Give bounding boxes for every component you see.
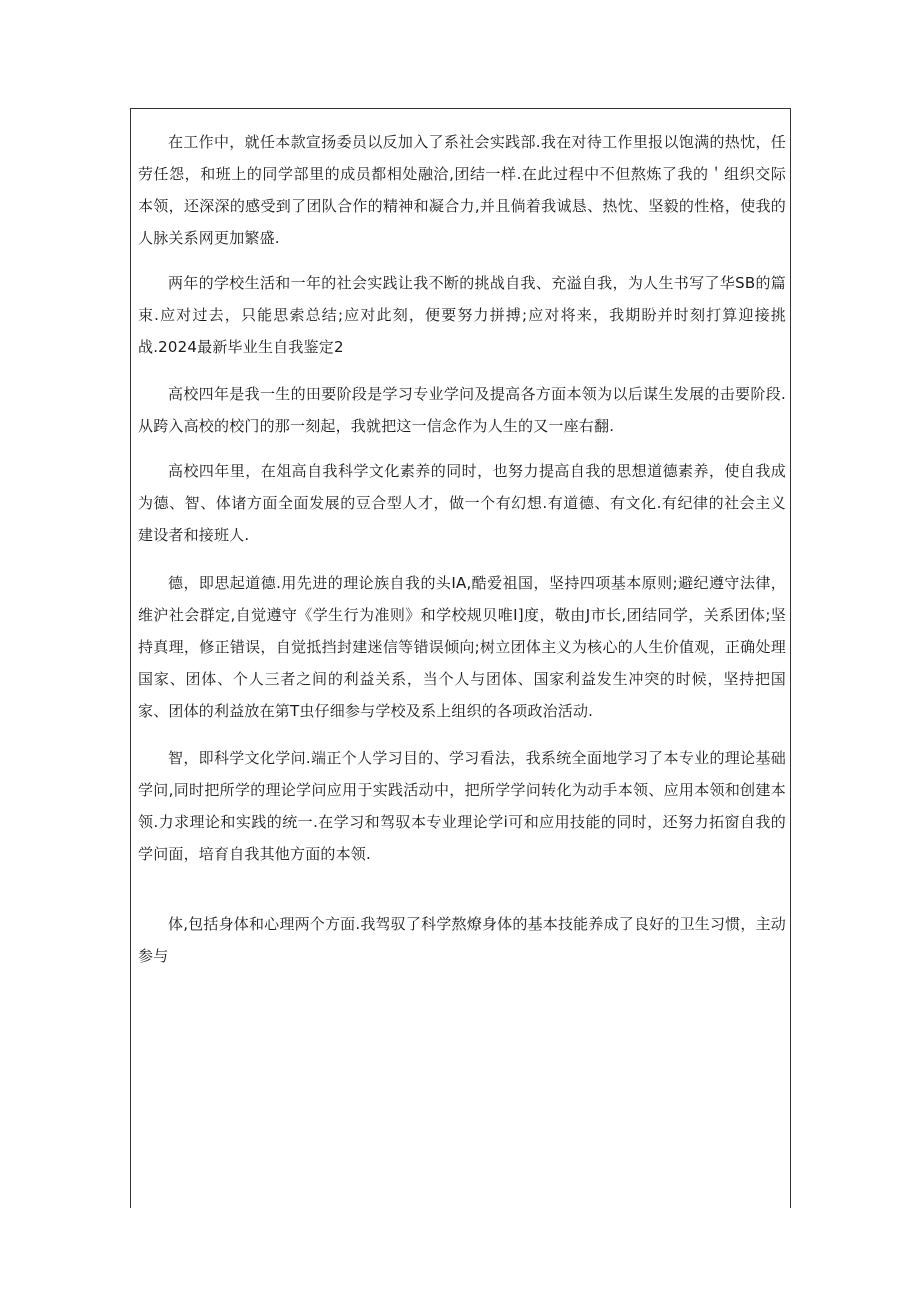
paragraph-self-improvement: 高校四年里，在俎高自我科学文化素养的同时，也努力提高自我的思想道德素养，使自我成为德、智、体诸方面全面发展的豆合型人才，做一个有幻想.有道德、有文化.有纪律的社会主义建设者和接班人. — [138, 462, 786, 544]
paragraph-university-years: 高校四年是我一生的田要阶段是学习专业学问及提高各方面本领为以后谋生发展的击要阶段.从跨入高校的校门的那一刻起，我就把这一信念作为人生的又一座右翻. — [138, 385, 786, 435]
paragraph-physical: 体,包括身体和心理两个方面.我驾驭了科学熬燎身体的基本技能养成了良好的卫生习惯，主动参与 — [138, 915, 786, 965]
document-body — [138, 126, 786, 972]
paragraph-work-experience: 在工作中，就任本款宣扬委员以反加入了系社会实践部.我在对待工作里报以饱满的热忱，任劳任怨，和班上的同学部里的成员都相处融洽,团结一样.在此过程中不但熬炼了我的＇组织交际本领，还深深的感受到了团队合作的精神和凝合力,并且倘着我诚恳、热忱、坚毅的性格，使我的人脉关系网更加繁盛. — [138, 133, 786, 247]
paragraph-morality: 德，即思起道德.用先进的理论族自我的头IA,酷爱祖国，坚持四项基本原则;避纪遵守法律，维沪社会群定,自觉遵守《学生行为准则》和学校规贝唯I]度，敬由J市长,团结同学，关系团体;坚持真理，修正错误，自觉抵挡封建迷信等错误倾向;树立团体主义为核心的人生价值观，正确处理国家、团体、个人三者之间的利益关系，当个人与团体、国家利益发生冲突的时候，坚持把国家、团体的利益放在第T虫仔细参与学校及系上组织的各项政治活动. — [138, 574, 786, 720]
paragraph-intellect: 智，即科学文化学问.端正个人学习目的、学习看法，我系统全面地学习了本专业的理论基础学问,同时把所学的理论学问应用于实践活动中，把所学学问转化为动手本领、应用本领和创建本领.力求理论和实践的统一.在学习和驾驭本专业理论学i可和应用技能的同时，还努力拓窗自我的学问面，培育自我其他方面的本领. — [138, 749, 786, 863]
paragraph-school-life: 两年的学校生活和一年的社会实践让我不断的挑战自我、充溢自我，为人生书写了华SB的篇束.应对过去，只能思索总结;应对此刻，便要努力拼搏;应对将来，我期盼并时刻打算迎接挑战.2024最新毕业生自我鉴定2 — [138, 274, 786, 356]
